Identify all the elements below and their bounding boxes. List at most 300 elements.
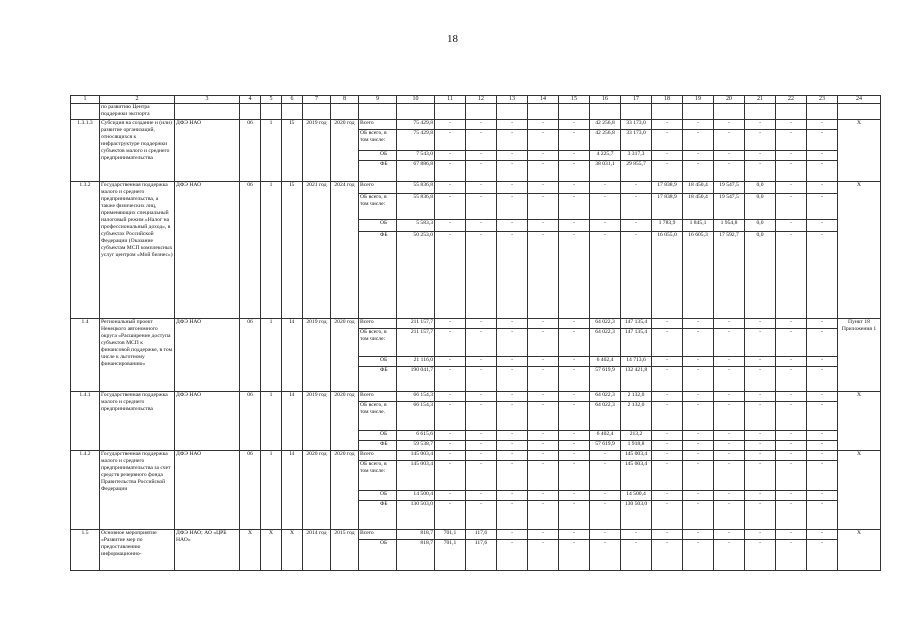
amount-cell: -	[466, 194, 497, 220]
amount-cell: -	[714, 451, 745, 461]
amount-cell: -	[745, 431, 776, 441]
amount-cell: -	[528, 431, 559, 441]
amount-cell: -	[683, 367, 714, 392]
header-cell: 6	[282, 96, 303, 104]
amount-cell: 0,0	[745, 220, 776, 232]
amount-cell: -	[528, 392, 559, 402]
funding-source: ФБ	[359, 232, 397, 319]
cell-empty	[621, 104, 652, 120]
amount-cell: -	[683, 319, 714, 329]
amount-cell: -	[435, 120, 466, 130]
amount-cell: -	[435, 151, 466, 161]
amount-cell: -	[497, 357, 528, 367]
amount-cell: -	[683, 151, 714, 161]
amount-cell: -	[776, 402, 807, 431]
amount-cell: -	[714, 530, 745, 540]
amount-cell: 75 429,8	[397, 120, 435, 130]
cell-empty	[71, 104, 100, 120]
funding-source: ОБ всего, в том числе:	[359, 329, 397, 357]
amount-cell: -	[497, 161, 528, 182]
amount-cell: -	[435, 319, 466, 329]
header-cell: 5	[261, 96, 282, 104]
amount-cell: -	[528, 491, 559, 501]
amount-cell: -	[528, 402, 559, 431]
note-cell: X	[838, 120, 881, 182]
table-row	[71, 120, 881, 130]
amount-cell: 66 154,3	[397, 392, 435, 402]
amount-cell: -	[776, 220, 807, 232]
funding-source: ФБ	[359, 441, 397, 451]
amount-cell: -	[714, 402, 745, 431]
amount-cell: -	[807, 367, 838, 392]
start-year: 2019 год	[303, 120, 331, 182]
responsible-executor: ДФЭ НАО	[175, 319, 240, 392]
amount-cell: -	[807, 151, 838, 161]
amount-cell: -	[807, 540, 838, 571]
amount-cell: -	[683, 402, 714, 431]
amount-cell: 147 135,4	[621, 319, 652, 329]
amount-cell: 18 450,4	[683, 194, 714, 220]
amount-cell: -	[745, 451, 776, 461]
amount-cell: -	[683, 431, 714, 441]
amount-cell: -	[590, 491, 621, 501]
amount-cell: -	[466, 441, 497, 451]
amount-cell: 1 845,1	[683, 220, 714, 232]
amount-cell: -	[497, 319, 528, 329]
funding-source: ОБ всего, в том числе:	[359, 194, 397, 220]
amount-cell: -	[435, 491, 466, 501]
amount-cell: 14 500,4	[621, 491, 652, 501]
amount-cell: -	[745, 461, 776, 491]
cell-empty	[435, 104, 466, 120]
amount-cell: -	[559, 392, 590, 402]
responsible-executor: ДФЭ НАО	[175, 392, 240, 451]
amount-cell: -	[807, 130, 838, 151]
amount-cell: -	[466, 392, 497, 402]
amount-cell: -	[621, 182, 652, 194]
amount-cell: -	[745, 540, 776, 571]
amount-cell: -	[683, 441, 714, 451]
header-cell: 13	[497, 96, 528, 104]
measure-name: Субсидия на создание и (или) развитие организаций, относящихся к инфраструктуре поддержки субъектов малого и среднего предпринимательства	[100, 120, 175, 182]
amount-cell: -	[497, 220, 528, 232]
header-cell: 15	[559, 96, 590, 104]
amount-cell: -	[745, 392, 776, 402]
amount-cell: 55 836,8	[397, 182, 435, 194]
amount-cell: -	[652, 161, 683, 182]
amount-cell: 19 547,5	[714, 194, 745, 220]
amount-cell: 701,1	[435, 530, 466, 540]
amount-cell: -	[497, 151, 528, 161]
amount-cell: -	[435, 402, 466, 431]
amount-cell: -	[714, 461, 745, 491]
amount-cell: -	[745, 120, 776, 130]
funding-source: Всего	[359, 530, 397, 540]
amount-cell: -	[435, 220, 466, 232]
amount-cell: -	[559, 441, 590, 451]
amount-cell: -	[776, 130, 807, 151]
amount-cell: -	[528, 161, 559, 182]
table-row	[71, 182, 881, 194]
cell-empty	[559, 104, 590, 120]
amount-cell: -	[497, 441, 528, 451]
amount-cell: -	[590, 220, 621, 232]
cell-empty	[261, 104, 282, 120]
amount-cell: 18 450,4	[683, 182, 714, 194]
amount-cell: -	[559, 451, 590, 461]
amount-cell: 1 954,8	[714, 220, 745, 232]
amount-cell: -	[435, 441, 466, 451]
code-cell: I4	[282, 319, 303, 392]
amount-cell: -	[435, 451, 466, 461]
funding-source: ФБ	[359, 501, 397, 530]
cell-empty	[807, 104, 838, 120]
amount-cell: 0,0	[745, 194, 776, 220]
amount-cell: 14 500,4	[397, 491, 435, 501]
funding-source: ОБ	[359, 431, 397, 441]
responsible-executor: ДФЭ НАО; АО «ЦРБ НАО»	[175, 530, 240, 571]
amount-cell: -	[528, 540, 559, 571]
amount-cell: -	[652, 441, 683, 451]
amount-cell: -	[497, 120, 528, 130]
amount-cell: 130 503,0	[397, 501, 435, 530]
header-cell: 4	[240, 96, 261, 104]
amount-cell: -	[807, 530, 838, 540]
code-cell: 06	[240, 319, 261, 392]
cell-empty	[359, 104, 397, 120]
amount-cell: 6 615,6	[397, 431, 435, 441]
amount-cell: -	[559, 161, 590, 182]
amount-cell: -	[776, 491, 807, 501]
cell-empty	[282, 104, 303, 120]
amount-cell: -	[652, 367, 683, 392]
end-year: 2024 год	[331, 182, 359, 319]
amount-cell: -	[807, 501, 838, 530]
amount-cell: -	[776, 501, 807, 530]
header-row	[71, 96, 881, 104]
code-cell: X	[282, 530, 303, 571]
amount-cell: -	[776, 182, 807, 194]
amount-cell: -	[559, 431, 590, 441]
funding-source: ОБ всего, в том числе:	[359, 461, 397, 491]
amount-cell: -	[745, 367, 776, 392]
amount-cell: -	[807, 120, 838, 130]
amount-cell: -	[466, 182, 497, 194]
amount-cell: -	[683, 392, 714, 402]
amount-cell: -	[528, 530, 559, 540]
amount-cell: -	[497, 431, 528, 441]
code-cell: X	[240, 530, 261, 571]
funding-source: Всего	[359, 319, 397, 329]
amount-cell: 19 547,5	[714, 182, 745, 194]
amount-cell: -	[590, 182, 621, 194]
amount-cell: -	[776, 194, 807, 220]
amount-cell: -	[559, 120, 590, 130]
amount-cell: -	[652, 491, 683, 501]
amount-cell: -	[714, 392, 745, 402]
amount-cell: -	[435, 501, 466, 530]
amount-cell: 17 838,9	[652, 194, 683, 220]
amount-cell: -	[497, 194, 528, 220]
amount-cell: 64 022,3	[590, 319, 621, 329]
amount-cell: -	[528, 319, 559, 329]
amount-cell: -	[528, 232, 559, 319]
amount-cell: -	[590, 232, 621, 319]
amount-cell: -	[559, 319, 590, 329]
amount-cell: -	[776, 367, 807, 392]
funding-source: ОБ	[359, 220, 397, 232]
amount-cell: -	[590, 501, 621, 530]
amount-cell: 16 605,3	[683, 232, 714, 319]
amount-cell: -	[776, 120, 807, 130]
amount-cell: -	[714, 367, 745, 392]
amount-cell: -	[435, 392, 466, 402]
header-cell: 18	[652, 96, 683, 104]
amount-cell: -	[652, 151, 683, 161]
amount-cell: -	[590, 461, 621, 491]
amount-cell: -	[807, 161, 838, 182]
amount-cell: -	[590, 530, 621, 540]
amount-cell: -	[466, 319, 497, 329]
amount-cell: -	[714, 319, 745, 329]
start-year: 2020 год	[303, 451, 331, 530]
header-cell: 19	[683, 96, 714, 104]
cell-empty	[175, 104, 240, 120]
amount-cell: -	[528, 451, 559, 461]
funding-source: ФБ	[359, 367, 397, 392]
amount-cell: 145 003,4	[397, 451, 435, 461]
amount-cell: -	[466, 451, 497, 461]
end-year: 2020 год	[331, 392, 359, 451]
table-row	[71, 319, 881, 329]
amount-cell: -	[652, 120, 683, 130]
start-year: 2019 год	[303, 319, 331, 392]
amount-cell: -	[714, 357, 745, 367]
end-year: 2015 год	[331, 530, 359, 571]
amount-cell: 4 225,7	[590, 151, 621, 161]
cell-empty	[240, 104, 261, 120]
amount-cell: -	[683, 461, 714, 491]
amount-cell: -	[807, 319, 838, 329]
amount-cell: -	[652, 319, 683, 329]
amount-cell: 145 003,4	[397, 461, 435, 491]
amount-cell: -	[745, 402, 776, 431]
cell-empty	[331, 104, 359, 120]
header-cell: 10	[397, 96, 435, 104]
amount-cell: -	[652, 461, 683, 491]
amount-cell: -	[590, 194, 621, 220]
amount-cell: -	[497, 501, 528, 530]
amount-cell: 190 041,7	[397, 367, 435, 392]
amount-cell: -	[807, 220, 838, 232]
note-cell: X	[838, 451, 881, 530]
amount-cell: 818,7	[397, 540, 435, 571]
start-year: 2021 год	[303, 182, 331, 319]
amount-cell: 42 256,8	[590, 130, 621, 151]
table-row	[71, 530, 881, 540]
amount-cell: -	[466, 232, 497, 319]
amount-cell: -	[807, 182, 838, 194]
funding-source: Всего	[359, 120, 397, 130]
note-cell: X	[838, 530, 881, 571]
amount-cell: -	[776, 431, 807, 441]
amount-cell: -	[745, 501, 776, 530]
code-cell: 06	[240, 451, 261, 530]
amount-cell: -	[621, 194, 652, 220]
page-number: 18	[447, 33, 458, 45]
amount-cell: -	[559, 130, 590, 151]
amount-cell: 2 132,0	[621, 392, 652, 402]
amount-cell: -	[714, 130, 745, 151]
amount-cell: 29 855,7	[621, 161, 652, 182]
amount-cell: -	[559, 501, 590, 530]
note-cell: X	[838, 392, 881, 451]
amount-cell: -	[559, 530, 590, 540]
amount-cell: -	[683, 501, 714, 530]
amount-cell: -	[652, 540, 683, 571]
amount-cell: -	[714, 501, 745, 530]
amount-cell: -	[621, 220, 652, 232]
amount-cell: -	[435, 130, 466, 151]
amount-cell: -	[497, 367, 528, 392]
amount-cell: 5 583,3	[397, 220, 435, 232]
amount-cell: -	[807, 329, 838, 357]
amount-cell: -	[497, 530, 528, 540]
amount-cell: -	[745, 161, 776, 182]
header-cell: 23	[807, 96, 838, 104]
amount-cell: -	[559, 357, 590, 367]
amount-cell: 701,1	[435, 540, 466, 571]
responsible-executor: ДФЭ НАО	[175, 182, 240, 319]
amount-cell: 17 838,9	[652, 182, 683, 194]
amount-cell: 132 421,8	[621, 367, 652, 392]
amount-cell: 6 402,4	[590, 357, 621, 367]
amount-cell: -	[714, 329, 745, 357]
measure-name: Основное мероприятие «Развитие мер по предоставлению информационно-	[100, 530, 175, 571]
header-cell: 11	[435, 96, 466, 104]
amount-cell: -	[466, 431, 497, 441]
amount-cell: -	[776, 451, 807, 461]
amount-cell: -	[683, 530, 714, 540]
header-cell: 12	[466, 96, 497, 104]
amount-cell: -	[621, 530, 652, 540]
amount-cell: 57 619,9	[590, 441, 621, 451]
code-cell: I5	[282, 120, 303, 182]
amount-cell: -	[466, 151, 497, 161]
amount-cell: -	[559, 194, 590, 220]
amount-cell: -	[807, 194, 838, 220]
measure-number: 1.3.1.3	[71, 120, 100, 182]
cell-empty	[776, 104, 807, 120]
amount-cell: 64 022,3	[590, 402, 621, 431]
amount-cell: -	[435, 194, 466, 220]
amount-cell: -	[714, 161, 745, 182]
measure-number: 1.4.1	[71, 392, 100, 451]
amount-cell: 213,2	[621, 431, 652, 441]
amount-cell: -	[466, 120, 497, 130]
header-cell: 21	[745, 96, 776, 104]
amount-cell: -	[528, 501, 559, 530]
amount-cell: -	[807, 441, 838, 451]
funding-source: ОБ всего, в том числе:	[359, 130, 397, 151]
amount-cell: -	[466, 329, 497, 357]
amount-cell: -	[683, 329, 714, 357]
code-cell: 06	[240, 392, 261, 451]
amount-cell: 50 253,0	[397, 232, 435, 319]
amount-cell: 0,0	[745, 182, 776, 194]
amount-cell: 67 886,8	[397, 161, 435, 182]
amount-cell: 1 783,9	[652, 220, 683, 232]
amount-cell: -	[652, 431, 683, 441]
amount-cell: 3 317,3	[621, 151, 652, 161]
amount-cell: -	[497, 182, 528, 194]
amount-cell: 17 592,7	[714, 232, 745, 319]
amount-cell: -	[435, 461, 466, 491]
amount-cell: 6 402,4	[590, 431, 621, 441]
amount-cell: -	[807, 451, 838, 461]
code-cell: 1	[261, 120, 282, 182]
code-cell: X	[261, 530, 282, 571]
funding-source: ОБ	[359, 491, 397, 501]
cell-empty	[714, 104, 745, 120]
amount-cell: -	[497, 232, 528, 319]
code-cell: 1	[261, 182, 282, 319]
amount-cell: 75 429,8	[397, 130, 435, 151]
amount-cell: -	[745, 491, 776, 501]
code-cell: 1	[261, 319, 282, 392]
amount-cell: -	[497, 402, 528, 431]
header-cell: 1	[71, 96, 100, 104]
amount-cell: 7 543,0	[397, 151, 435, 161]
amount-cell: -	[745, 319, 776, 329]
amount-cell: -	[776, 540, 807, 571]
amount-cell: 1 918,8	[621, 441, 652, 451]
measure-name: Региональный проект Ненецкого автономного округа «Расширение доступа субъектов МСП к финансовой поддержке, в том числе к льготному финансированию»	[100, 319, 175, 392]
header-cell: 17	[621, 96, 652, 104]
funding-source: ФБ	[359, 161, 397, 182]
cell-empty	[745, 104, 776, 120]
code-cell: 1	[261, 451, 282, 530]
amount-cell: -	[435, 357, 466, 367]
amount-cell: -	[807, 357, 838, 367]
amount-cell: -	[528, 461, 559, 491]
amount-cell: -	[528, 120, 559, 130]
amount-cell: -	[528, 441, 559, 451]
measure-name: Государственная поддержка малого и среднего предпринимательства за счет средств резервного фонда Правительства Российской Федерации	[100, 451, 175, 530]
amount-cell: 117,6	[466, 540, 497, 571]
amount-cell: 42 256,8	[590, 120, 621, 130]
header-cell: 9	[359, 96, 397, 104]
header-cell: 8	[331, 96, 359, 104]
table-row	[71, 451, 881, 461]
measure-number: 1.4.2	[71, 451, 100, 530]
funding-source: Всего	[359, 451, 397, 461]
amount-cell: -	[497, 491, 528, 501]
amount-cell: -	[745, 530, 776, 540]
header-cell: 24	[838, 96, 881, 104]
amount-cell: -	[776, 329, 807, 357]
measure-name: Государственная поддержка малого и среднего предпринимательства, а также физических лиц, применяющих специальный налоговый режим «Налог на профессиональный доход», в субъектах Российской Федерации (Оказание субъектам МСП комплексных услуг центром «Мой бизнес»)	[100, 182, 175, 319]
amount-cell: 38 031,1	[590, 161, 621, 182]
amount-cell: -	[621, 232, 652, 319]
amount-cell: 211 157,7	[397, 319, 435, 329]
cell-empty	[652, 104, 683, 120]
header-cell: 3	[175, 96, 240, 104]
amount-cell: 57 619,9	[590, 367, 621, 392]
amount-cell: 33 173,0	[621, 130, 652, 151]
amount-cell: -	[714, 441, 745, 451]
amount-cell: -	[528, 194, 559, 220]
